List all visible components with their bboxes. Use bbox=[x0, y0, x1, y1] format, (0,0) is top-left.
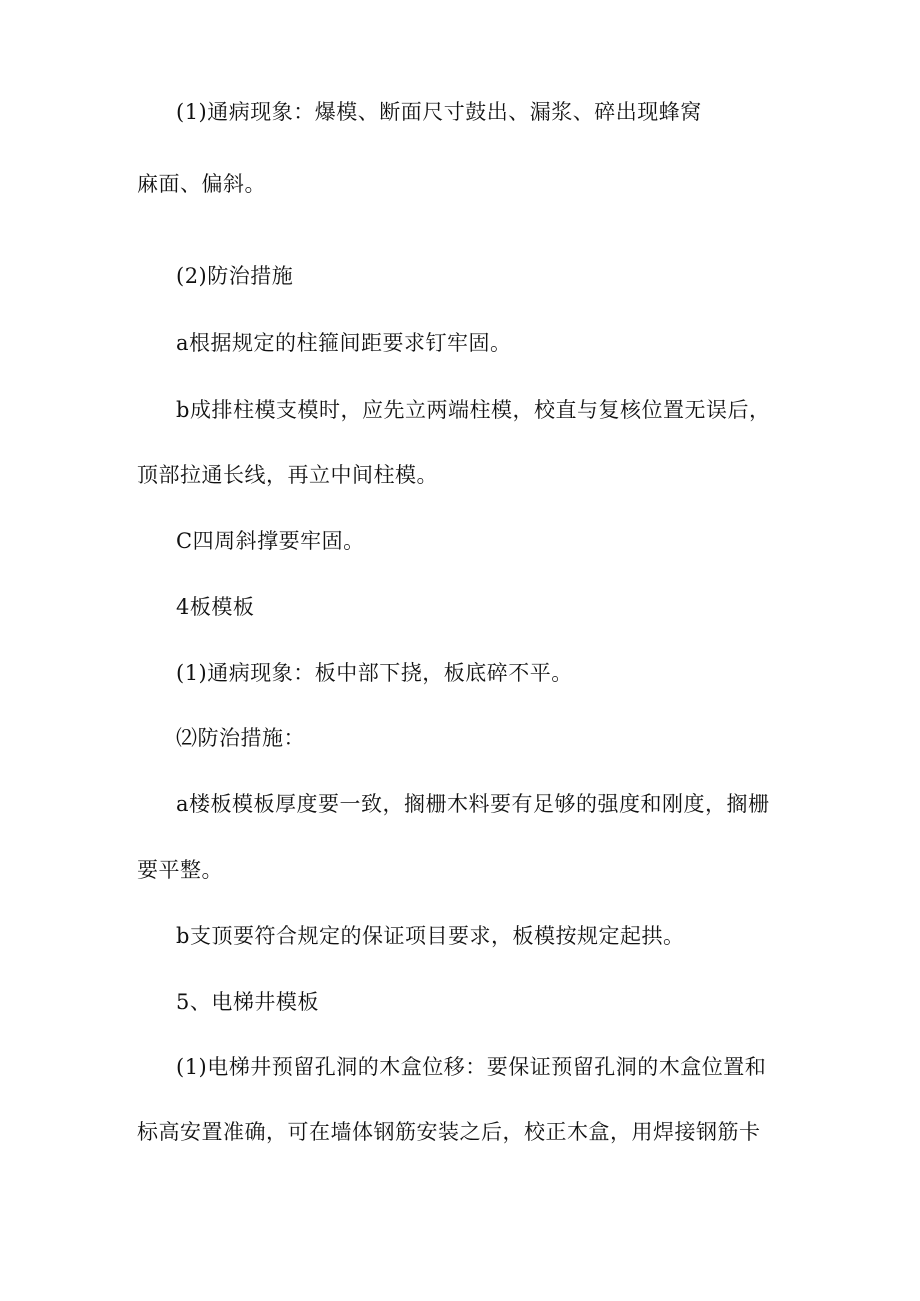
elevator-paragraph-line-1: (1)电梯井预留孔洞的木盒位移：要保证预留孔洞的木盒位置和 bbox=[176, 1055, 767, 1079]
slab-measure-a-line-2: 要平整。 bbox=[137, 858, 223, 882]
slab-measure-a-line-1: a楼板模板厚度要一致，搁栅木料要有足够的强度和刚度，搁栅 bbox=[176, 792, 770, 816]
section-heading-prevention: (2)防治措施 bbox=[176, 264, 294, 288]
section-heading-slab-formwork: 4板模板 bbox=[176, 595, 255, 619]
measure-b-line-1: b成排柱模支模时，应先立两端柱模，校直与复核位置无误后， bbox=[176, 398, 771, 422]
paragraph-1-line-1: (1)通病现象：爆模、断面尺寸鼓出、漏浆、碎出现蜂窝 bbox=[176, 100, 702, 124]
slab-measure-b: b支顶要符合规定的保证项目要求，板模按规定起拱。 bbox=[176, 924, 685, 948]
slab-common-defects: (1)通病现象：板中部下挠，板底碎不平。 bbox=[176, 661, 573, 685]
section-heading-elevator-shaft: 5、电梯井模板 bbox=[176, 990, 319, 1014]
measure-a: a根据规定的柱箍间距要求钉牢固。 bbox=[176, 331, 512, 355]
measure-c: C四周斜撑要牢固。 bbox=[176, 529, 365, 553]
measure-b-line-2: 顶部拉通长线，再立中间柱模。 bbox=[137, 463, 438, 487]
slab-prevention-heading: ⑵防治措施： bbox=[176, 726, 305, 750]
elevator-paragraph-line-2: 标高安置准确，可在墙体钢筋安装之后，校正木盒，用焊接钢筋卡 bbox=[137, 1120, 761, 1144]
paragraph-1-line-2: 麻面、偏斜。 bbox=[137, 172, 266, 196]
